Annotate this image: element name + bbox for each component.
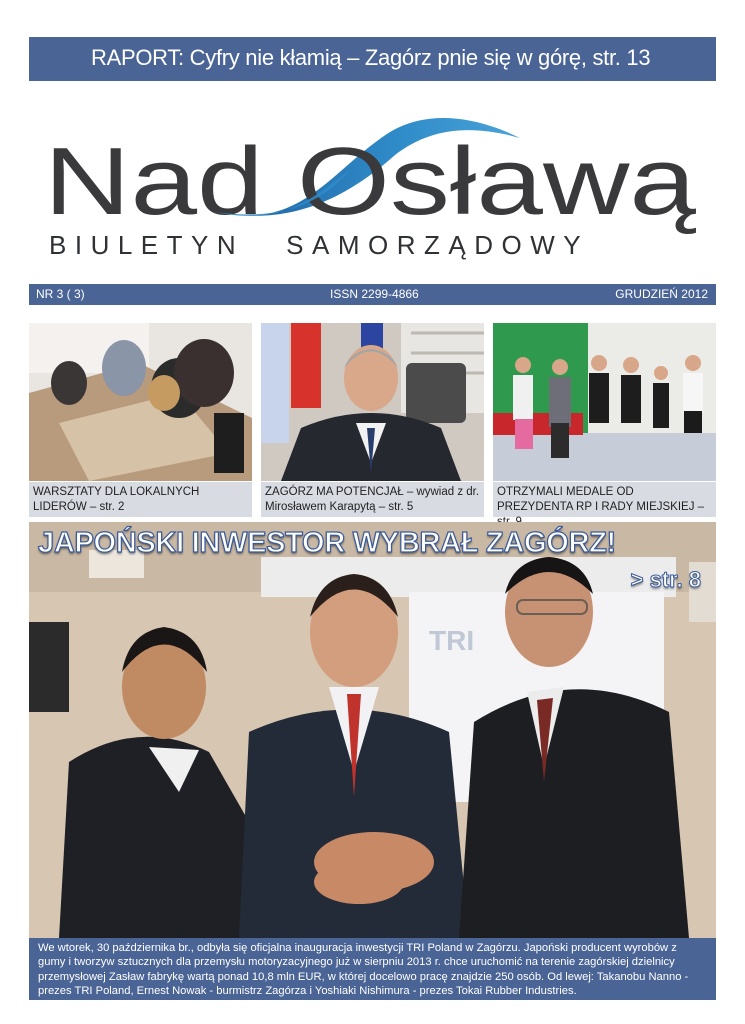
masthead-subtitle [49,230,699,258]
thumbnail-photo-interview[interactable] [261,323,484,481]
issue-info-bar [29,284,716,305]
thumbnail-photo-medals[interactable] [493,323,716,481]
subtitle-word-2: SAMORZĄDOWY [286,230,590,260]
report-banner[interactable] [29,37,716,81]
report-headline: RAPORT: Cyfry nie kłamią – Zagórz pnie się w górę, str. 13 [91,45,651,70]
issn-number: ISSN 2299-4866 [330,287,419,301]
thumbnail-photo-workshop[interactable] [29,323,252,481]
issue-number: NR 3 ( 3) [36,287,85,301]
thumbnail-caption-1[interactable]: WARSZTATY DLA LOKALNYCH LIDERÓW – str. 2 [29,482,252,517]
main-headline[interactable]: JAPOŃSKI INWESTOR WYBRAŁ ZAGÓRZ! [38,527,616,559]
thumbnail-caption-3[interactable]: OTRZYMALI MEDALE OD PREZYDENTA RP I RADY MIEJSKIEJ – [493,482,716,517]
main-photo-handshake[interactable] [29,522,716,938]
main-photo-caption: We wtorek, 30 października br., odbyła się oficjalna inauguracja inwestycji TRI Poland w Zagórzu. Japoński producent wyrobów z gumy i tworzyw sztucznych dla przemysłu motoryzacyjnego już w sierpniu 2013 r. chce uruchomić na terenie zagórskiej dzielnicy przemysłowej Zasław fabrykę wartą ponad 10,8 mln EUR, w której docelowo pracę znajdzie 250 osób. Od lewej: Takanobu Nanno - prezes TRI Poland, Ernest Nowak - burmistrz Zagórza i Yoshiaki Nishimura - prezes Tokai Rubber Industries. [29,938,716,1000]
masthead-title: Nad Osławą [44,128,697,235]
subtitle-word-1: BIULETYN [49,230,245,260]
main-page-reference[interactable]: > str. 8 [630,567,701,592]
svg-text:TRI: TRI [429,625,475,656]
issue-date: GRUDZIEŃ 2012 [615,287,708,301]
thumbnail-caption-2[interactable]: ZAGÓRZ MA POTENCJAŁ – wywiad z dr. Mirosławem Karapytą – str. 5 [261,482,484,517]
